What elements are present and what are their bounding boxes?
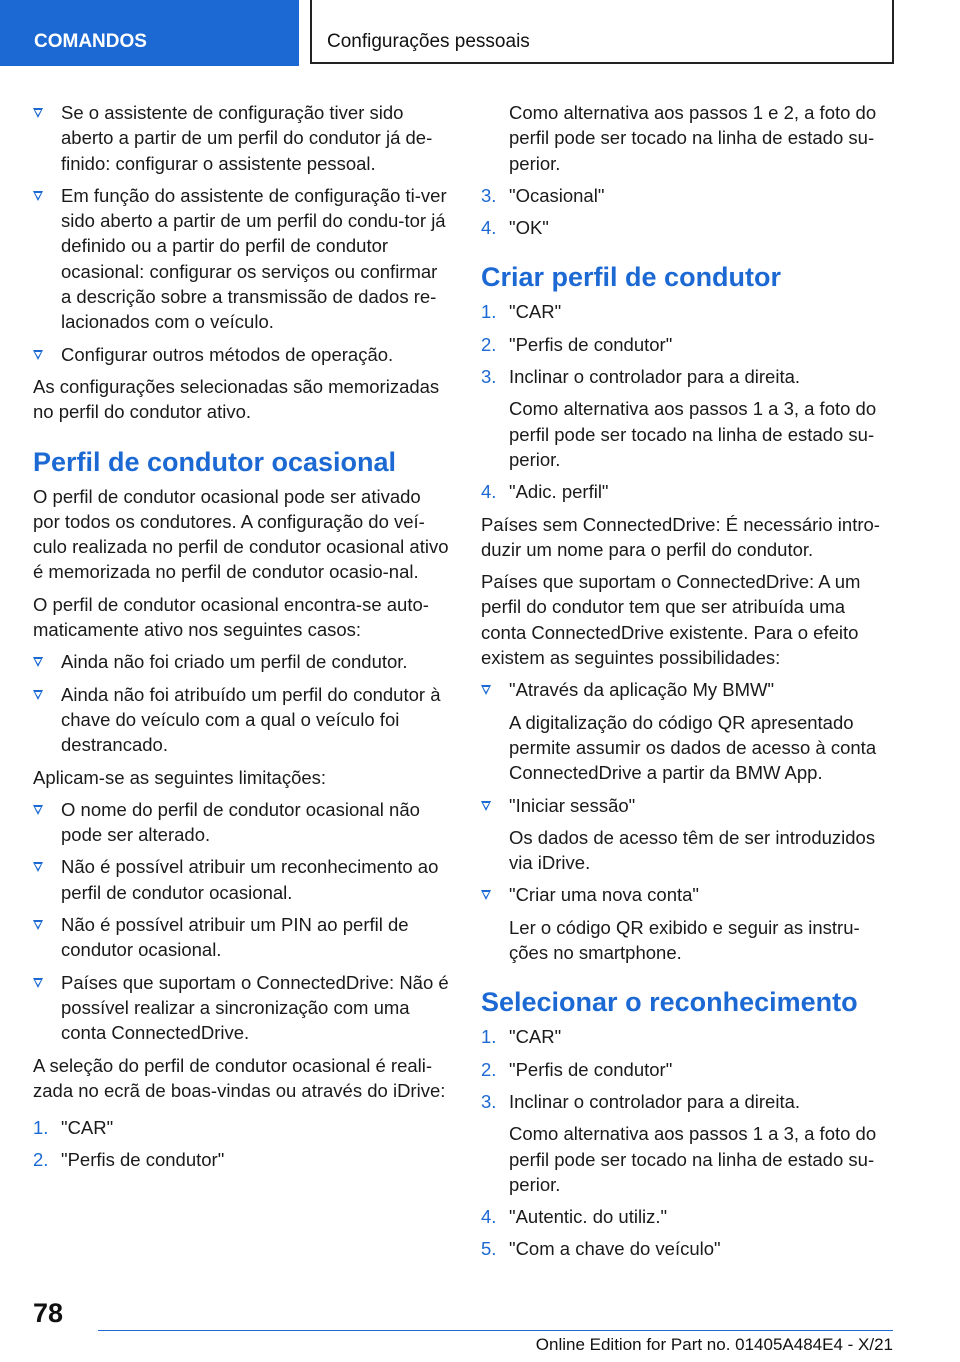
step-item: 2. "Perfis de condutor": [481, 333, 673, 355]
step-item: 4. "OK": [481, 217, 549, 239]
step-item: 1. "CAR": [481, 1026, 562, 1048]
list-item: "Iniciar sessão": [481, 793, 891, 818]
list-item: Se o assistente de configuração tiver sido aberto a partir de um perfil do condutor já de-finido: configurar o assistente pessoal.: [33, 100, 451, 176]
triangle-bullet-icon: [33, 690, 43, 700]
triangle-bullet-icon: [33, 657, 43, 667]
footer-divider: [98, 1330, 893, 1331]
paragraph: As configurações selecionadas são memorizadas no perfil do condutor ativo.: [33, 375, 440, 423]
paragraph: Países que suportam o ConnectedDrive: A um perfil do condutor tem que ser atribuída uma conta ConnectedDrive existente. Para o efeito existem as seguintes possibilidades:: [481, 571, 861, 669]
step-item: 3. Inclinar o controlador para a direita.: [481, 1090, 801, 1112]
page-header: [0, 0, 960, 66]
step-note: Como alternativa aos passos 1 a 3, a foto do perfil pode ser tocado na linha de estado su-perior.: [509, 1123, 877, 1195]
triangle-bullet-icon: [33, 862, 43, 872]
step-item: 2. "Perfis de condutor": [33, 1149, 225, 1171]
triangle-bullet-icon: [33, 920, 43, 930]
list-item: "Através da aplicação My BMW": [481, 677, 891, 702]
footer-edition: Online Edition for Part no. 01405A484E4 - X/21: [535, 1335, 893, 1354]
page-number: 78: [33, 1298, 64, 1328]
list-item: Não é possível atribuir um reconhecimento ao perfil de condutor ocasional.: [33, 854, 451, 905]
triangle-bullet-icon: [33, 978, 43, 988]
step-item: 4. "Autentic. do utiliz.": [481, 1206, 668, 1228]
triangle-bullet-icon: [33, 191, 43, 201]
step-item: 2. "Perfis de condutor": [481, 1058, 673, 1080]
option-description: Ler o código QR exibido e seguir as instru-ções no smartphone.: [509, 916, 860, 964]
section-tab: COMANDOS: [0, 0, 299, 66]
paragraph: Países sem ConnectedDrive: É necessário intro-duzir um nome para o perfil do condutor.: [481, 513, 880, 560]
paragraph: O perfil de condutor ocasional encontra-se auto-maticamente ativo nos seguintes casos:: [33, 593, 429, 641]
list-item: Ainda não foi atribuído um perfil do condutor à chave do veículo com a qual o veículo foi destrancado.: [33, 682, 451, 758]
paragraph: O perfil de condutor ocasional pode ser ativado por todos os condutores. A configuração do veí-culo realizada no perfil de condutor ocasional ativo é memorizada no perfil de condutor ocasio-nal.: [33, 485, 449, 583]
section-heading: Criar perfil de condutor: [481, 262, 782, 293]
list-item: Não é possível atribuir um PIN ao perfil de condutor ocasional.: [33, 912, 451, 963]
step-item: 4. "Adic. perfil": [481, 481, 609, 503]
option-description: A digitalização do código QR apresentado permite assumir os dados de acesso à conta ConnectedDrive a partir da BMW App.: [509, 711, 877, 784]
triangle-bullet-icon: [481, 890, 491, 900]
paragraph: A seleção do perfil de condutor ocasional é reali-zada no ecrã de boas-vindas ou através do iDrive:: [33, 1054, 446, 1101]
list-item: Países que suportam o ConnectedDrive: Não é possível realizar a sincronização com uma conta ConnectedDrive.: [33, 970, 451, 1046]
triangle-bullet-icon: [481, 685, 491, 695]
list-item: Ainda não foi criado um perfil de condutor.: [33, 649, 451, 674]
right-column: [481, 100, 891, 1269]
section-heading: Perfil de condutor ocasional: [33, 446, 397, 477]
step-note: Como alternativa aos passos 1 a 3, a foto do perfil pode ser tocado na linha de estado su-perior.: [509, 398, 877, 470]
triangle-bullet-icon: [33, 350, 43, 360]
step-item: 3. "Ocasional": [481, 184, 605, 206]
list-item: Configurar outros métodos de operação.: [33, 342, 451, 367]
chapter-title: Configurações pessoais: [310, 0, 894, 64]
paragraph: Aplicam-se as seguintes limitações:: [33, 766, 327, 788]
triangle-bullet-icon: [33, 108, 43, 118]
step-item: 1. "CAR": [481, 301, 562, 323]
left-column: [33, 100, 451, 1180]
triangle-bullet-icon: [33, 805, 43, 815]
list-item: Em função do assistente de configuração ti-ver sido aberto a partir de um perfil do condu-tor já definido ou a partir do perfil de condutor ocasional: configurar os serviços ou confirmar a descrição sobre a transmissão de dados re-lacionados com o veículo.: [33, 183, 451, 335]
list-item: O nome do perfil de condutor ocasional não pode ser alterado.: [33, 797, 451, 848]
list-item: "Criar uma nova conta": [481, 882, 891, 907]
section-heading: Selecionar o reconhecimento: [481, 987, 858, 1018]
step-item: 1. "CAR": [33, 1117, 114, 1139]
step-item: 3. Inclinar o controlador para a direita.: [481, 366, 801, 388]
triangle-bullet-icon: [481, 801, 491, 811]
step-note: Como alternativa aos passos 1 e 2, a foto do perfil pode ser tocado na linha de estado su-perior.: [509, 102, 877, 174]
step-item: 5. "Com a chave do veículo": [481, 1238, 721, 1260]
option-description: Os dados de acesso têm de ser introduzidos via iDrive.: [509, 826, 876, 874]
